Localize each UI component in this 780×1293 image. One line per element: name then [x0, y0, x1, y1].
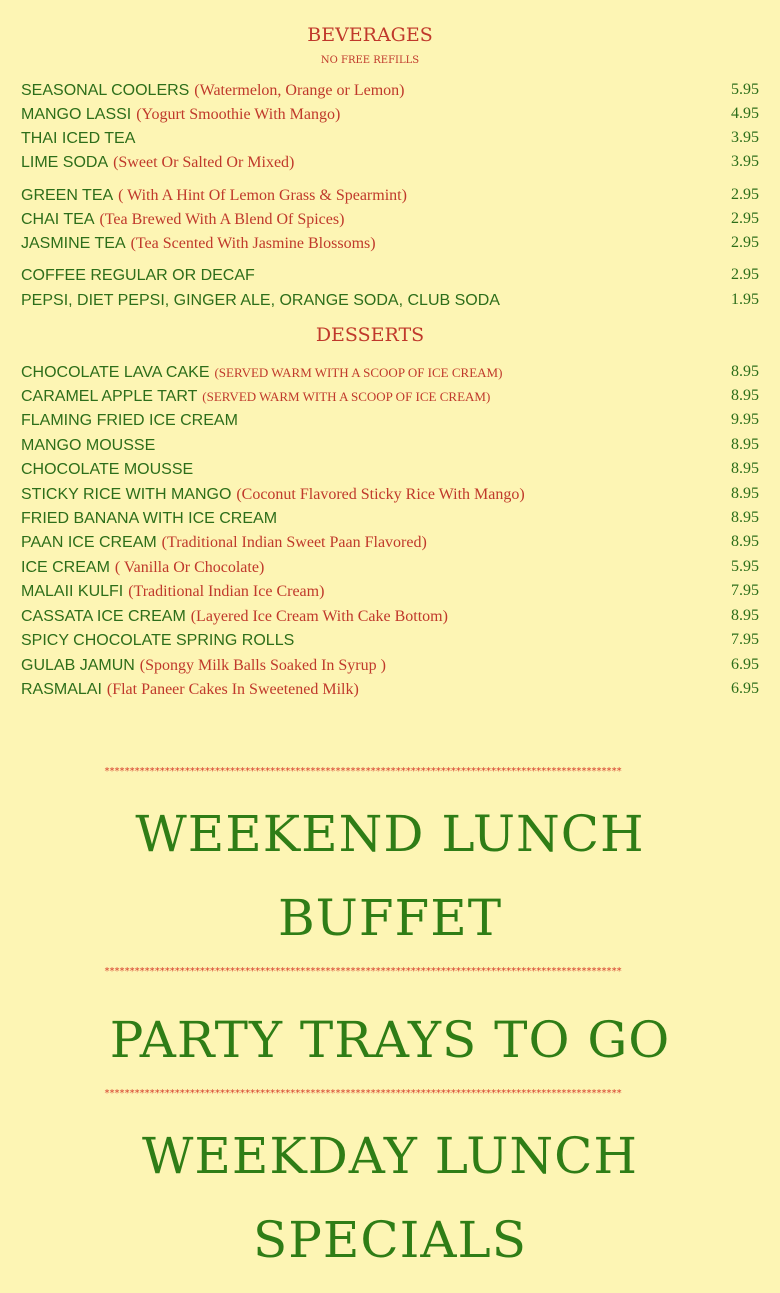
item-name: CASSATA ICE CREAM [21, 608, 186, 625]
weekday-lunch-banner-line1: WEEKDAY LUNCH [141, 1127, 639, 1185]
item-price: 8.95 [731, 485, 759, 502]
menu-item [21, 127, 759, 149]
item-name: MALAII KULFI [21, 583, 124, 600]
asterisk-divider: ******************************************************************************************************* [104, 1088, 622, 1099]
item-price: 5.95 [731, 558, 759, 575]
item-description: (Tea Brewed With A Blend Of Spices) [99, 211, 345, 228]
asterisk-divider: ******************************************************************************************************* [104, 966, 622, 977]
item-price: 4.95 [731, 105, 759, 122]
item-name: CHOCOLATE LAVA CAKE [21, 364, 210, 381]
weekend-lunch-banner-line2: BUFFET [277, 889, 503, 947]
weekday-lunch-banner-line2: SPECIALS [253, 1211, 527, 1269]
item-name: LIME SODA [21, 154, 109, 171]
item-price: 7.95 [731, 631, 759, 648]
item-name: FRIED BANANA WITH ICE CREAM [21, 510, 278, 527]
item-name: MANGO LASSI [21, 106, 132, 123]
menu-item [21, 678, 759, 700]
item-name: SPICY CHOCOLATE SPRING ROLLS [21, 632, 295, 649]
item-price: 9.95 [731, 411, 759, 428]
item-name: PAAN ICE CREAM [21, 534, 157, 551]
item-description: (SERVED WARM WITH A SCOOP OF ICE CREAM) [202, 389, 491, 404]
menu-item [21, 103, 759, 125]
item-price: 7.95 [731, 582, 759, 599]
menu-item [21, 79, 759, 101]
item-name: THAI ICED TEA [21, 130, 136, 147]
menu-item [21, 580, 759, 602]
item-description: (Watermelon, Orange or Lemon) [194, 82, 405, 99]
item-description: (Coconut Flavored Sticky Rice With Mango) [236, 486, 525, 503]
item-description: (Traditional Indian Sweet Paan Flavored) [161, 534, 427, 551]
menu-item [21, 507, 759, 529]
item-price: 8.95 [731, 387, 759, 404]
item-name: STICKY RICE WITH MANGO [21, 486, 232, 503]
item-price: 1.95 [731, 291, 759, 308]
item-name: PEPSI, DIET PEPSI, GINGER ALE, ORANGE SODA, CLUB SODA [21, 292, 500, 309]
item-price: 8.95 [731, 607, 759, 624]
party-trays-banner: PARTY TRAYS TO GO [109, 1011, 671, 1069]
menu-item [21, 289, 759, 311]
item-price: 5.95 [731, 81, 759, 98]
item-price: 8.95 [731, 436, 759, 453]
item-name: CARAMEL APPLE TART [21, 388, 198, 405]
item-price: 8.95 [731, 533, 759, 550]
menu-item [21, 556, 759, 578]
item-name: CHAI TEA [21, 211, 95, 228]
item-price: 2.95 [731, 266, 759, 283]
item-description: (Flat Paneer Cakes In Sweetened Milk) [106, 681, 359, 698]
item-name: JASMINE TEA [21, 235, 126, 252]
item-name: CHOCOLATE MOUSSE [21, 461, 194, 478]
menu-item [21, 184, 759, 206]
menu-item [21, 629, 759, 651]
menu-item [21, 483, 759, 505]
menu-item [21, 361, 759, 383]
item-description: (Traditional Indian Ice Cream) [128, 583, 325, 600]
menu-item [21, 654, 759, 676]
item-price: 6.95 [731, 656, 759, 673]
menu-item [21, 385, 759, 407]
item-price: 3.95 [731, 153, 759, 170]
item-price: 3.95 [731, 129, 759, 146]
menu-item [21, 409, 759, 431]
item-description: ( With A Hint Of Lemon Grass & Spearmint) [118, 187, 407, 204]
desserts-title: DESSERTS [315, 324, 425, 346]
item-price: 8.95 [731, 460, 759, 477]
weekend-lunch-banner-line1: WEEKEND LUNCH [135, 805, 645, 863]
item-name: GREEN TEA [21, 187, 114, 204]
item-name: MANGO MOUSSE [21, 437, 156, 454]
item-name: FLAMING FRIED ICE CREAM [21, 412, 238, 429]
item-name: RASMALAI [21, 681, 102, 698]
menu-item [21, 208, 759, 230]
item-price: 8.95 [731, 509, 759, 526]
menu-item [21, 151, 759, 173]
beverages-subtitle: NO FREE REFILLS [320, 55, 420, 66]
menu-item [21, 605, 759, 627]
item-name: GULAB JAMUN [21, 657, 135, 674]
item-price: 2.95 [731, 234, 759, 251]
item-price: 6.95 [731, 680, 759, 697]
item-description: (Tea Scented With Jasmine Blossoms) [130, 235, 376, 252]
item-description: (SERVED WARM WITH A SCOOP OF ICE CREAM) [214, 365, 503, 380]
item-description: (Spongy Milk Balls Soaked In Syrup ) [139, 657, 386, 674]
item-name: ICE CREAM [21, 559, 110, 576]
item-price: 8.95 [731, 363, 759, 380]
menu-item [21, 232, 759, 254]
item-description: ( Vanilla Or Chocolate) [114, 559, 265, 576]
item-price: 2.95 [731, 186, 759, 203]
item-description: (Yogurt Smoothie With Mango) [136, 106, 341, 123]
item-name: COFFEE REGULAR OR DECAF [21, 267, 255, 284]
asterisk-divider: ******************************************************************************************************* [104, 766, 622, 777]
item-price: 2.95 [731, 210, 759, 227]
item-description: (Layered Ice Cream With Cake Bottom) [190, 608, 448, 625]
menu-item [21, 458, 759, 480]
beverages-title: BEVERAGES [307, 24, 433, 46]
item-name: SEASONAL COOLERS [21, 82, 190, 99]
item-description: (Sweet Or Salted Or Mixed) [113, 154, 295, 171]
menu-item [21, 531, 759, 553]
menu-item [21, 434, 759, 456]
menu-item [21, 264, 759, 286]
